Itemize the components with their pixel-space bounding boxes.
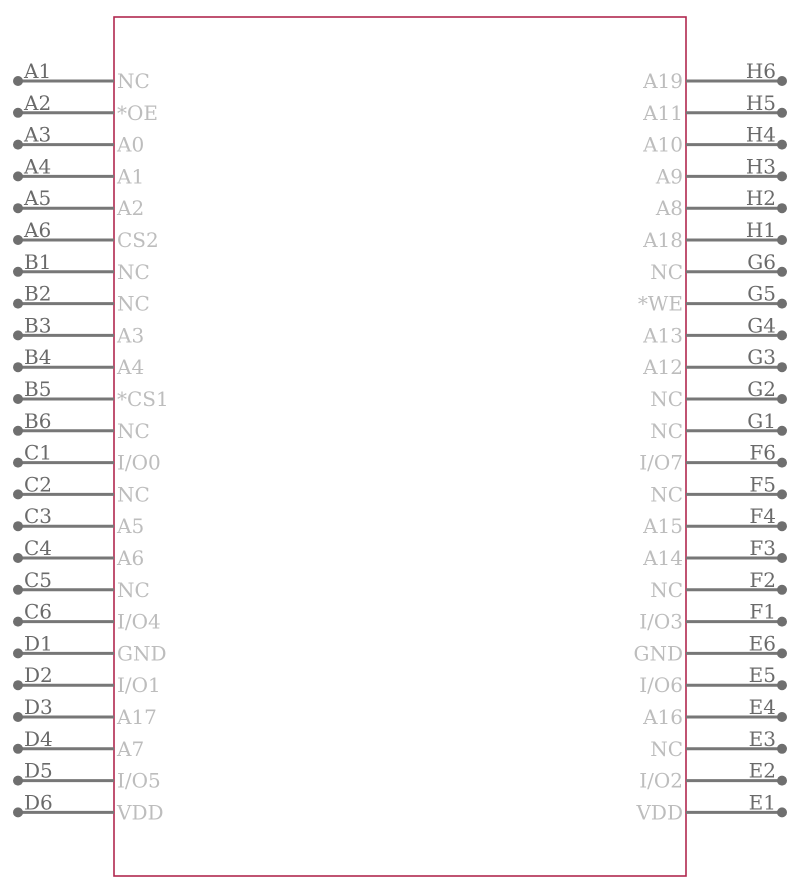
pin-endpoint-dot	[13, 330, 23, 340]
pin-name-label: I/O2	[639, 768, 683, 793]
pin-G4	[642, 313, 787, 347]
pin-name-label: I/O6	[639, 673, 683, 698]
pin-name-label: A5	[117, 514, 145, 539]
pin-name-label: A6	[117, 546, 145, 570]
pin-name-label: A14	[643, 546, 683, 570]
pin-name-label: A12	[643, 355, 683, 380]
pin-endpoint-dot	[777, 585, 787, 595]
pin-number-label: D1	[24, 631, 53, 656]
pin-H4	[642, 123, 787, 157]
pin-G2	[650, 377, 787, 411]
pin-C1	[13, 441, 161, 475]
pin-endpoint-dot	[777, 76, 787, 86]
pin-E3	[650, 727, 787, 761]
pin-name-label: I/O0	[117, 450, 161, 475]
pin-C6	[13, 600, 161, 634]
pin-number-label: G2	[747, 377, 776, 401]
pin-endpoint-dot	[777, 712, 787, 722]
pin-A5	[13, 186, 144, 220]
pin-number-label: B4	[24, 345, 52, 370]
pin-name-label: I/O1	[117, 673, 161, 698]
pin-number-label: H6	[745, 59, 776, 83]
pin-number-label: E1	[748, 790, 776, 815]
pin-number-label: A4	[24, 154, 52, 179]
pin-number-label: F1	[749, 599, 776, 624]
pin-number-label: C4	[24, 536, 53, 560]
pin-name-label: VDD	[636, 800, 683, 825]
pin-endpoint-dot	[777, 489, 787, 499]
pin-number-label: H2	[745, 186, 776, 211]
pin-G6	[650, 250, 787, 284]
pin-name-label: NC	[117, 69, 150, 93]
pin-name-label: A7	[117, 736, 145, 761]
pin-name-label: A10	[643, 132, 683, 157]
pin-endpoint-dot	[13, 553, 23, 563]
pin-name-label: VDD	[117, 800, 164, 825]
pin-number-label: G6	[747, 249, 776, 274]
pin-name-label: A2	[117, 196, 145, 221]
pin-name-label: A15	[643, 514, 683, 539]
pin-G1	[650, 409, 787, 443]
pin-name-label: NC	[650, 736, 683, 761]
pin-number-label: A1	[24, 59, 52, 83]
pin-name-label: A8	[655, 196, 683, 221]
pin-number-label: F4	[749, 504, 776, 529]
pin-G5	[638, 282, 787, 316]
pin-endpoint-dot	[13, 108, 23, 118]
pin-number-label: C3	[24, 504, 53, 529]
pin-name-label: A3	[117, 323, 145, 348]
pin-endpoint-dot	[777, 362, 787, 372]
pin-C5	[13, 568, 150, 602]
pin-name-label: NC	[650, 259, 683, 284]
pin-endpoint-dot	[13, 712, 23, 722]
pin-H3	[655, 154, 787, 188]
pin-number-label: H4	[745, 122, 776, 147]
pin-D5	[13, 759, 161, 793]
pin-name-label: I/O3	[639, 609, 683, 634]
pin-endpoint-dot	[777, 776, 787, 786]
pin-number-label: E3	[748, 726, 776, 751]
pin-number-label: H5	[745, 90, 776, 115]
pin-name-label: *OE	[117, 100, 158, 125]
pin-B2	[13, 282, 150, 316]
pin-number-label: D6	[24, 790, 53, 815]
pin-D2	[13, 663, 161, 697]
pin-F2	[650, 568, 787, 602]
pin-B6	[13, 409, 150, 443]
pin-name-label: A16	[643, 705, 683, 729]
pin-name-label: NC	[650, 577, 683, 602]
pin-D6	[13, 790, 164, 824]
pin-number-label: D3	[24, 695, 53, 719]
pin-endpoint-dot	[13, 76, 23, 86]
pin-endpoint-dot	[777, 203, 787, 213]
pin-name-label: A4	[117, 355, 145, 380]
pin-endpoint-dot	[13, 744, 23, 754]
pin-number-label: F2	[749, 567, 776, 592]
pin-F3	[642, 536, 787, 570]
pin-endpoint-dot	[777, 458, 787, 468]
component-body	[114, 17, 686, 876]
pin-D4	[13, 727, 144, 761]
pin-number-label: D5	[24, 758, 53, 783]
pin-name-label: A0	[117, 132, 145, 157]
pin-endpoint-dot	[777, 553, 787, 563]
pin-G3	[642, 345, 787, 379]
pin-name-label: A13	[643, 323, 683, 348]
pin-number-label: D4	[24, 726, 53, 751]
pin-H5	[642, 91, 787, 125]
pin-endpoint-dot	[777, 617, 787, 627]
pin-number-label: E2	[748, 758, 776, 783]
pin-endpoint-dot	[777, 171, 787, 181]
pin-H6	[642, 59, 787, 93]
pin-name-label: I/O4	[117, 609, 161, 634]
pin-C2	[13, 472, 150, 506]
pin-A1	[13, 59, 150, 93]
pin-B1	[13, 250, 150, 284]
pin-number-label: B6	[24, 408, 52, 433]
pin-number-label: B1	[24, 249, 52, 274]
pin-endpoint-dot	[13, 680, 23, 690]
pin-endpoint-dot	[13, 807, 23, 817]
pin-number-label: C5	[24, 567, 53, 592]
pin-number-label: A2	[24, 90, 52, 115]
pin-H2	[655, 186, 787, 220]
pin-endpoint-dot	[13, 585, 23, 595]
pin-name-label: A17	[117, 705, 157, 729]
pin-number-label: B2	[24, 281, 52, 306]
pin-A6	[13, 218, 159, 252]
pin-C3	[13, 504, 144, 538]
right-pin-group	[633, 59, 787, 824]
pin-endpoint-dot	[777, 744, 787, 754]
pin-endpoint-dot	[777, 426, 787, 436]
pin-endpoint-dot	[13, 489, 23, 499]
pin-E5	[639, 663, 787, 697]
pin-E4	[642, 695, 787, 729]
pin-endpoint-dot	[13, 171, 23, 181]
pin-name-label: NC	[117, 577, 150, 602]
pin-number-label: C6	[24, 599, 53, 624]
pin-number-label: H3	[745, 154, 776, 179]
pin-D1	[13, 631, 167, 665]
pin-F6	[639, 441, 787, 475]
pin-name-label: A9	[655, 164, 683, 189]
pin-number-label: G4	[747, 313, 776, 338]
pin-name-label: A11	[643, 100, 683, 125]
pin-number-label: A3	[24, 122, 52, 147]
pin-number-label: E6	[748, 631, 776, 656]
pin-endpoint-dot	[777, 394, 787, 404]
pin-endpoint-dot	[13, 617, 23, 627]
pin-B3	[13, 313, 144, 347]
pin-endpoint-dot	[777, 235, 787, 245]
pin-name-label: A18	[643, 228, 683, 252]
pin-number-label: H1	[745, 218, 776, 242]
pin-endpoint-dot	[13, 362, 23, 372]
pin-number-label: A5	[24, 186, 52, 211]
pin-F4	[642, 504, 787, 538]
pin-B4	[13, 345, 144, 379]
pin-number-label: C1	[24, 440, 53, 465]
pin-endpoint-dot	[777, 680, 787, 690]
pin-endpoint-dot	[777, 267, 787, 277]
pin-endpoint-dot	[777, 521, 787, 531]
pin-name-label: CS2	[117, 228, 159, 252]
pin-number-label: F5	[749, 472, 776, 497]
pin-A3	[13, 123, 144, 157]
pin-name-label: NC	[117, 291, 150, 316]
pin-E1	[635, 790, 787, 824]
pin-name-label: I/O7	[639, 450, 683, 475]
pin-name-label: *CS1	[117, 387, 169, 411]
pin-endpoint-dot	[13, 521, 23, 531]
pin-E2	[639, 759, 787, 793]
pin-endpoint-dot	[777, 140, 787, 150]
pin-D3	[13, 695, 157, 729]
pin-number-label: F6	[749, 440, 776, 465]
pin-name-label: NC	[650, 387, 683, 411]
pin-name-label: GND	[633, 641, 683, 666]
pin-F5	[650, 472, 787, 506]
pin-endpoint-dot	[777, 648, 787, 658]
pin-number-label: B3	[24, 313, 52, 338]
pin-endpoint-dot	[13, 776, 23, 786]
pin-B5	[13, 377, 169, 411]
pin-name-label: NC	[117, 259, 150, 284]
pin-endpoint-dot	[13, 458, 23, 468]
pin-number-label: A6	[24, 218, 52, 242]
pin-name-label: *WE	[637, 291, 683, 316]
pin-endpoint-dot	[13, 426, 23, 436]
pin-H1	[642, 218, 787, 252]
pin-name-label: NC	[117, 482, 150, 507]
pin-number-label: G3	[747, 345, 776, 370]
pin-endpoint-dot	[13, 235, 23, 245]
pin-number-label: C2	[24, 472, 53, 497]
pin-number-label: E5	[748, 663, 776, 688]
pin-number-label: D2	[24, 663, 53, 688]
pin-name-label: GND	[117, 641, 167, 666]
pin-endpoint-dot	[13, 299, 23, 309]
pin-A4	[13, 154, 144, 188]
pin-endpoint-dot	[13, 140, 23, 150]
pin-A2	[13, 91, 158, 125]
pin-number-label: E4	[748, 695, 776, 719]
pin-name-label: NC	[117, 418, 150, 443]
pin-name-label: NC	[650, 418, 683, 443]
pin-endpoint-dot	[13, 394, 23, 404]
pin-endpoint-dot	[777, 108, 787, 118]
pin-name-label: A1	[117, 164, 145, 189]
pin-F1	[639, 600, 787, 634]
pin-endpoint-dot	[777, 330, 787, 340]
pin-C4	[13, 536, 144, 570]
pin-name-label: NC	[650, 482, 683, 507]
pin-number-label: F3	[749, 536, 776, 560]
pin-endpoint-dot	[777, 807, 787, 817]
pin-E6	[633, 631, 787, 665]
pin-endpoint-dot	[13, 203, 23, 213]
pin-endpoint-dot	[13, 267, 23, 277]
pin-endpoint-dot	[13, 648, 23, 658]
pin-number-label: B5	[24, 377, 52, 401]
pin-endpoint-dot	[777, 299, 787, 309]
pin-number-label: G5	[747, 281, 776, 306]
left-pin-group	[13, 59, 169, 824]
pin-name-label: A19	[643, 69, 683, 93]
pin-number-label: G1	[747, 408, 776, 433]
pin-name-label: I/O5	[117, 768, 161, 793]
